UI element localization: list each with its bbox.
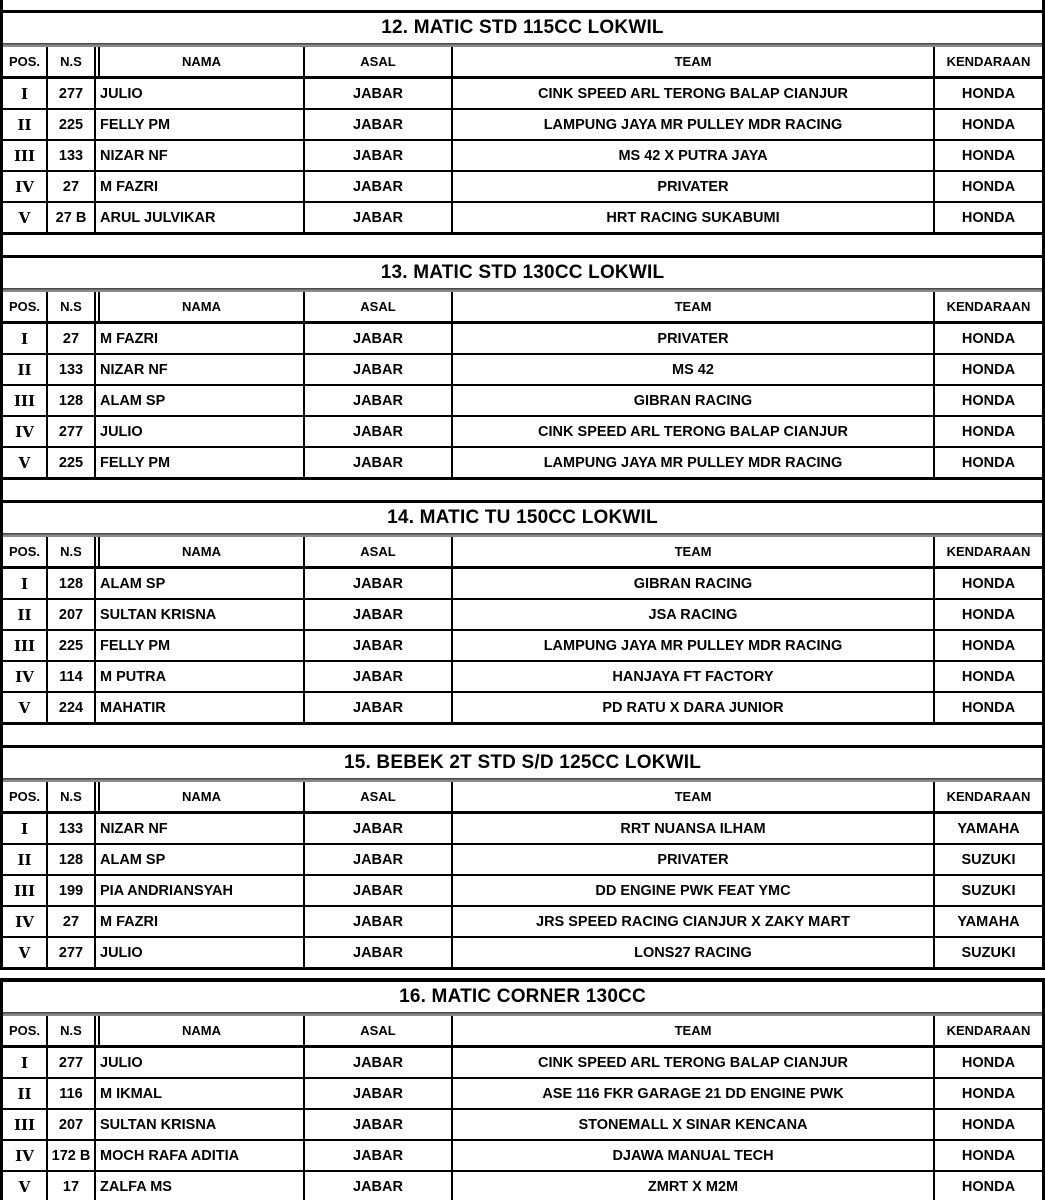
- ns-cell: 17: [46, 1172, 94, 1200]
- table-row: [3, 324, 1042, 355]
- pos-cell: I: [20, 1053, 29, 1072]
- ns-cell: 116: [46, 1079, 94, 1108]
- pos-cell: I: [20, 84, 29, 103]
- header-kendaraan-cell: KENDARAAN: [933, 782, 1042, 811]
- pos-cell: II: [17, 850, 32, 869]
- asal-cell: JABAR: [303, 1172, 451, 1200]
- asal-cell: JABAR: [303, 203, 451, 232]
- pos-cell: V: [18, 1177, 31, 1196]
- kendaraan-cell: YAMAHA: [933, 907, 1042, 936]
- asal-cell: JABAR: [303, 386, 451, 415]
- kendaraan-cell: HONDA: [933, 631, 1042, 660]
- kendaraan-cell: HONDA: [933, 386, 1042, 415]
- asal-cell: JABAR: [303, 693, 451, 722]
- kendaraan-cell: HONDA: [933, 662, 1042, 691]
- kendaraan-cell: HONDA: [933, 355, 1042, 384]
- ns-cell: 128: [46, 569, 94, 598]
- header-nama-cell: NAMA: [94, 292, 303, 321]
- header-kendaraan-cell: KENDARAAN: [933, 47, 1042, 76]
- header-asal-cell: ASAL: [303, 292, 451, 321]
- ns-cell: 133: [46, 141, 94, 170]
- pos-cell: II: [17, 115, 32, 134]
- header-asal-cell: ASAL: [303, 47, 451, 76]
- nama-cell: ALAM SP: [94, 845, 303, 874]
- table-spacer: [3, 725, 1042, 745]
- asal-cell: JABAR: [303, 324, 451, 353]
- header-asal-cell: ASAL: [303, 1016, 451, 1045]
- kendaraan-cell: HONDA: [933, 448, 1042, 477]
- ns-cell: 133: [46, 355, 94, 384]
- asal-cell: JABAR: [303, 172, 451, 201]
- previous-table-cutoff: [3, 0, 1042, 10]
- team-cell: GIBRAN RACING: [451, 386, 933, 415]
- kendaraan-cell: SUZUKI: [933, 876, 1042, 905]
- nama-cell: JULIO: [94, 938, 303, 967]
- ns-cell: 27 B: [46, 203, 94, 232]
- table-rows: [3, 1048, 1042, 1200]
- table-row: [3, 693, 1042, 725]
- table-row: [3, 1172, 1042, 1200]
- team-cell: PRIVATER: [451, 845, 933, 874]
- header-asal-cell: ASAL: [303, 537, 451, 566]
- team-cell: DJAWA MANUAL TECH: [451, 1141, 933, 1170]
- pos-cell: II: [17, 605, 32, 624]
- table-row: [3, 845, 1042, 876]
- team-cell: ASE 116 FKR GARAGE 21 DD ENGINE PWK: [451, 1079, 933, 1108]
- table-title: 16. MATIC CORNER 130CC: [399, 986, 646, 1007]
- pos-cell: V: [18, 943, 31, 962]
- table-row: [3, 1079, 1042, 1110]
- asal-cell: JABAR: [303, 814, 451, 843]
- header-team-cell: TEAM: [451, 1016, 933, 1045]
- ns-cell: 27: [46, 907, 94, 936]
- pos-cell: III: [13, 391, 36, 410]
- header-pos-cell: POS.: [8, 789, 41, 804]
- pos-cell: IV: [15, 667, 34, 686]
- team-cell: ZMRT X M2M: [451, 1172, 933, 1200]
- header-ns-cell: N.S: [46, 537, 94, 566]
- team-cell: LONS27 RACING: [451, 938, 933, 967]
- table-row: [3, 203, 1042, 235]
- header-ns-cell: N.S: [46, 1016, 94, 1045]
- table-rows: [3, 79, 1042, 235]
- header-kendaraan-cell: KENDARAAN: [933, 1016, 1042, 1045]
- header-ns-cell: N.S: [46, 782, 94, 811]
- nama-cell: NIZAR NF: [94, 355, 303, 384]
- header-pos-cell: POS.: [8, 299, 41, 314]
- asal-cell: JABAR: [303, 141, 451, 170]
- kendaraan-cell: HONDA: [933, 110, 1042, 139]
- table-row: [3, 172, 1042, 203]
- asal-cell: JABAR: [303, 631, 451, 660]
- nama-cell: M PUTRA: [94, 662, 303, 691]
- kendaraan-cell: SUZUKI: [933, 938, 1042, 967]
- kendaraan-cell: HONDA: [933, 79, 1042, 108]
- team-cell: STONEMALL X SINAR KENCANA: [451, 1110, 933, 1139]
- asal-cell: JABAR: [303, 876, 451, 905]
- header-team-cell: TEAM: [451, 782, 933, 811]
- kendaraan-cell: HONDA: [933, 1110, 1042, 1139]
- header-kendaraan-cell: KENDARAAN: [933, 537, 1042, 566]
- header-nama-cell: NAMA: [94, 782, 303, 811]
- team-cell: LAMPUNG JAYA MR PULLEY MDR RACING: [451, 110, 933, 139]
- team-cell: JSA RACING: [451, 600, 933, 629]
- pos-cell: IV: [15, 912, 34, 931]
- table-header-row: [3, 782, 1042, 814]
- asal-cell: JABAR: [303, 569, 451, 598]
- ns-cell: 27: [46, 324, 94, 353]
- table-row: [3, 662, 1042, 693]
- table-rows: [3, 569, 1042, 725]
- asal-cell: JABAR: [303, 79, 451, 108]
- header-nama-cell: NAMA: [94, 47, 303, 76]
- pos-cell: I: [20, 819, 29, 838]
- header-pos-cell: POS.: [8, 1023, 41, 1038]
- table-row: [3, 79, 1042, 110]
- kendaraan-cell: HONDA: [933, 324, 1042, 353]
- nama-cell: JULIO: [94, 79, 303, 108]
- table-row: [3, 938, 1042, 970]
- ns-cell: 277: [46, 417, 94, 446]
- nama-cell: M FAZRI: [94, 324, 303, 353]
- nama-cell: JULIO: [94, 1048, 303, 1077]
- ns-cell: 114: [46, 662, 94, 691]
- race-table-16: [3, 978, 1042, 1200]
- table-title: 12. MATIC STD 115CC LOKWIL: [381, 17, 664, 38]
- pos-cell: I: [20, 574, 29, 593]
- kendaraan-cell: HONDA: [933, 417, 1042, 446]
- team-cell: CINK SPEED ARL TERONG BALAP CIANJUR: [451, 79, 933, 108]
- header-asal-cell: ASAL: [303, 782, 451, 811]
- kendaraan-cell: HONDA: [933, 172, 1042, 201]
- nama-cell: JULIO: [94, 417, 303, 446]
- team-cell: PRIVATER: [451, 324, 933, 353]
- kendaraan-cell: HONDA: [933, 1141, 1042, 1170]
- team-cell: MS 42: [451, 355, 933, 384]
- team-cell: PRIVATER: [451, 172, 933, 201]
- team-cell: JRS SPEED RACING CIANJUR X ZAKY MART: [451, 907, 933, 936]
- ns-cell: 277: [46, 79, 94, 108]
- table-row: [3, 1110, 1042, 1141]
- kendaraan-cell: HONDA: [933, 600, 1042, 629]
- team-cell: PD RATU X DARA JUNIOR: [451, 693, 933, 722]
- header-nama-cell: NAMA: [94, 1016, 303, 1045]
- table-row: [3, 141, 1042, 172]
- nama-cell: NIZAR NF: [94, 141, 303, 170]
- asal-cell: JABAR: [303, 662, 451, 691]
- asal-cell: JABAR: [303, 938, 451, 967]
- asal-cell: JABAR: [303, 110, 451, 139]
- pos-cell: V: [18, 208, 31, 227]
- ns-cell: 225: [46, 631, 94, 660]
- table-row: [3, 907, 1042, 938]
- ns-cell: 207: [46, 600, 94, 629]
- nama-cell: PIA ANDRIANSYAH: [94, 876, 303, 905]
- asal-cell: JABAR: [303, 1079, 451, 1108]
- nama-cell: ZALFA MS: [94, 1172, 303, 1200]
- pos-cell: III: [13, 1115, 36, 1134]
- table-row: [3, 386, 1042, 417]
- asal-cell: JABAR: [303, 355, 451, 384]
- ns-cell: 172 B: [46, 1141, 94, 1170]
- table-row: [3, 631, 1042, 662]
- table-row: [3, 1048, 1042, 1079]
- nama-cell: FELLY PM: [94, 631, 303, 660]
- table-row: [3, 1141, 1042, 1172]
- header-team-cell: TEAM: [451, 47, 933, 76]
- race-table-12: [3, 10, 1042, 235]
- team-cell: CINK SPEED ARL TERONG BALAP CIANJUR: [451, 1048, 933, 1077]
- pos-cell: V: [18, 698, 31, 717]
- team-cell: CINK SPEED ARL TERONG BALAP CIANJUR: [451, 417, 933, 446]
- team-cell: LAMPUNG JAYA MR PULLEY MDR RACING: [451, 631, 933, 660]
- pos-cell: II: [17, 1084, 32, 1103]
- nama-cell: M FAZRI: [94, 172, 303, 201]
- ns-cell: 225: [46, 448, 94, 477]
- nama-cell: SULTAN KRISNA: [94, 1110, 303, 1139]
- race-table-14: [3, 500, 1042, 725]
- table-header-row: [3, 292, 1042, 324]
- nama-cell: MOCH RAFA ADITIA: [94, 1141, 303, 1170]
- pos-cell: II: [17, 360, 32, 379]
- table-row: [3, 814, 1042, 845]
- ns-cell: 128: [46, 386, 94, 415]
- nama-cell: MAHATIR: [94, 693, 303, 722]
- team-cell: HANJAYA FT FACTORY: [451, 662, 933, 691]
- table-row: [3, 110, 1042, 141]
- kendaraan-cell: HONDA: [933, 693, 1042, 722]
- kendaraan-cell: HONDA: [933, 141, 1042, 170]
- ns-cell: 224: [46, 693, 94, 722]
- table-header-row: [3, 47, 1042, 79]
- asal-cell: JABAR: [303, 448, 451, 477]
- pos-cell: V: [18, 453, 31, 472]
- kendaraan-cell: YAMAHA: [933, 814, 1042, 843]
- kendaraan-cell: HONDA: [933, 569, 1042, 598]
- tables-container-main: [3, 10, 1042, 970]
- race-table-13: [3, 255, 1042, 480]
- block-gap: [0, 970, 1045, 978]
- pos-cell: III: [13, 881, 36, 900]
- ns-cell: 207: [46, 1110, 94, 1139]
- team-cell: MS 42 X PUTRA JAYA: [451, 141, 933, 170]
- ns-cell: 225: [46, 110, 94, 139]
- header-ns-cell: N.S: [46, 47, 94, 76]
- table-row: [3, 876, 1042, 907]
- nama-cell: M FAZRI: [94, 907, 303, 936]
- header-pos-cell: POS.: [8, 544, 41, 559]
- kendaraan-cell: HONDA: [933, 1172, 1042, 1200]
- table-title: 13. MATIC STD 130CC LOKWIL: [380, 262, 665, 283]
- ns-cell: 277: [46, 1048, 94, 1077]
- table-row: [3, 569, 1042, 600]
- pos-cell: I: [20, 329, 29, 348]
- team-cell: HRT RACING SUKABUMI: [451, 203, 933, 232]
- asal-cell: JABAR: [303, 907, 451, 936]
- ns-cell: 133: [46, 814, 94, 843]
- table-title: 15. BEBEK 2T STD S/D 125CC LOKWIL: [343, 752, 702, 773]
- table-title: 14. MATIC TU 150CC LOKWIL: [387, 507, 658, 528]
- team-cell: DD ENGINE PWK FEAT YMC: [451, 876, 933, 905]
- asal-cell: JABAR: [303, 1141, 451, 1170]
- table-spacer: [3, 235, 1042, 255]
- pos-cell: IV: [15, 1146, 34, 1165]
- ns-cell: 27: [46, 172, 94, 201]
- ns-cell: 128: [46, 845, 94, 874]
- table-row: [3, 417, 1042, 448]
- ns-cell: 277: [46, 938, 94, 967]
- nama-cell: SULTAN KRISNA: [94, 600, 303, 629]
- table-spacer: [3, 480, 1042, 500]
- nama-cell: NIZAR NF: [94, 814, 303, 843]
- pos-cell: IV: [15, 422, 34, 441]
- header-kendaraan-cell: KENDARAAN: [933, 292, 1042, 321]
- header-team-cell: TEAM: [451, 537, 933, 566]
- asal-cell: JABAR: [303, 1048, 451, 1077]
- kendaraan-cell: HONDA: [933, 203, 1042, 232]
- pos-cell: III: [13, 636, 36, 655]
- nama-cell: FELLY PM: [94, 448, 303, 477]
- pos-cell: IV: [15, 177, 34, 196]
- table-rows: [3, 324, 1042, 480]
- nama-cell: M IKMAL: [94, 1079, 303, 1108]
- team-cell: GIBRAN RACING: [451, 569, 933, 598]
- tables-container-bottom: [3, 978, 1042, 1200]
- asal-cell: JABAR: [303, 845, 451, 874]
- tables-block-bottom: [0, 978, 1045, 1200]
- team-cell: RRT NUANSA ILHAM: [451, 814, 933, 843]
- table-row: [3, 448, 1042, 480]
- nama-cell: ARUL JULVIKAR: [94, 203, 303, 232]
- kendaraan-cell: SUZUKI: [933, 845, 1042, 874]
- asal-cell: JABAR: [303, 417, 451, 446]
- asal-cell: JABAR: [303, 600, 451, 629]
- header-nama-cell: NAMA: [94, 537, 303, 566]
- header-ns-cell: N.S: [46, 292, 94, 321]
- asal-cell: JABAR: [303, 1110, 451, 1139]
- race-table-15: [3, 745, 1042, 970]
- table-row: [3, 600, 1042, 631]
- ns-cell: 199: [46, 876, 94, 905]
- nama-cell: FELLY PM: [94, 110, 303, 139]
- pos-cell: III: [13, 146, 36, 165]
- table-header-row: [3, 537, 1042, 569]
- kendaraan-cell: HONDA: [933, 1079, 1042, 1108]
- nama-cell: ALAM SP: [94, 569, 303, 598]
- table-header-row: [3, 1016, 1042, 1048]
- header-pos-cell: POS.: [8, 54, 41, 69]
- table-rows: [3, 814, 1042, 970]
- table-row: [3, 355, 1042, 386]
- team-cell: LAMPUNG JAYA MR PULLEY MDR RACING: [451, 448, 933, 477]
- header-team-cell: TEAM: [451, 292, 933, 321]
- kendaraan-cell: HONDA: [933, 1048, 1042, 1077]
- nama-cell: ALAM SP: [94, 386, 303, 415]
